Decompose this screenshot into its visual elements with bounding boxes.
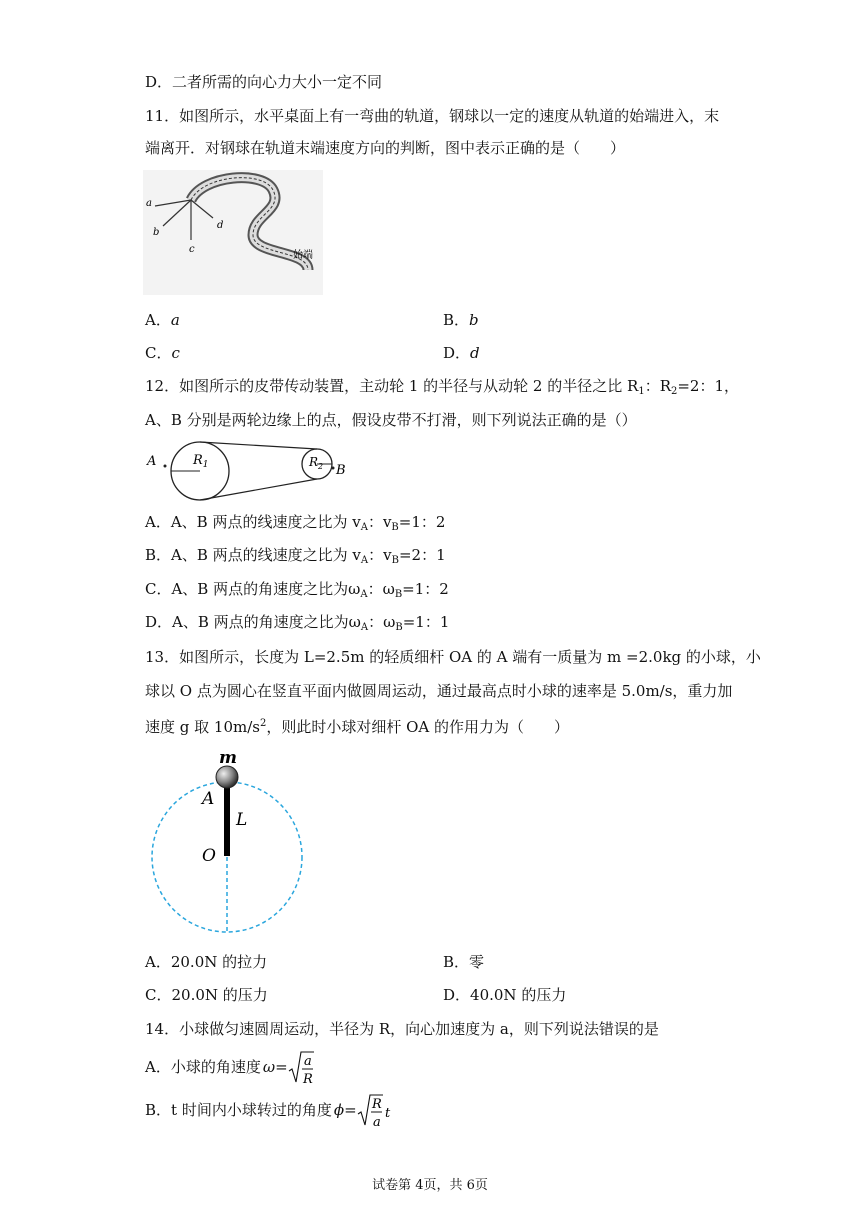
q10-option-d: D．二者所需的向心力大小一定不同 [145, 73, 383, 91]
q12-fig-label-a: A [147, 454, 157, 469]
svg-text:t: t [384, 1106, 390, 1121]
q13-stem-line3: 速度 g 取 $10m/s^2$，则此时小球对细杆 OA 的作用力为（ ） [145, 718, 570, 736]
q12-fig-label-r2: $R_2$ [309, 455, 324, 471]
q11-option-b: B．b [443, 311, 479, 329]
svg-text:R: R [371, 1097, 382, 1112]
q12-option-a: A．A、B 两点的线速度之比为 $v_A$：$v_B=1$：2 [145, 513, 446, 533]
q11-fig-label-d: d [217, 220, 224, 231]
q14-option-b: B．t 时间内小球转过的角度 ϕ= R a t [145, 1090, 393, 1130]
q11-track-figure [143, 170, 323, 295]
svg-text:a: a [372, 1115, 381, 1130]
q11-option-a: A．a [145, 311, 180, 329]
q11-option-c: C．c [145, 344, 180, 362]
q13-fig-label-o: O [202, 846, 216, 866]
q12-option-c: C．A、B 两点的角速度之比为$\omega_A$：$\omega_B=1$：2 [145, 580, 449, 600]
q12-fig-label-r1: $R_1$ [193, 453, 209, 470]
q12-fig-label-b: B [336, 463, 346, 478]
q13-fig-label-a: A [202, 789, 215, 809]
page-footer: 试卷第 4页，共 6页 [372, 1178, 488, 1193]
q12-stem-line2: A、B 分别是两轮边缘上的点，假设皮带不打滑，则下列说法正确的是（） [145, 411, 637, 429]
svg-text:a: a [303, 1054, 312, 1069]
q14-stem: 14．小球做匀速圆周运动，半径为 R，向心加速度为 a，则下列说法错误的是 [145, 1020, 659, 1038]
svg-text:R: R [302, 1072, 313, 1087]
q11-fig-label-b: b [153, 227, 160, 238]
q11-option-d: D．d [443, 344, 480, 362]
q13-stem-line2: 球以 O 点为圆心在竖直平面内做圆周运动，通过最高点时小球的速率是 5.0m/s，重力加 [145, 682, 733, 700]
q13-option-c: C．20.0N 的压力 [145, 986, 268, 1004]
q13-fig-label-l: L [236, 810, 248, 830]
q12-stem-line1: 12．如图所示的皮带传动装置，主动轮 1 的半径与从动轮 2 的半径之比 $R_1$：$R_2=2$：1， [145, 377, 740, 397]
q13-fig-label-m: m [219, 748, 237, 768]
q12-option-d: D．A、B 两点的角速度之比为$\omega_A$：$\omega_B=1$：1 [145, 613, 450, 633]
q12-option-b: B．A、B 两点的线速度之比为 $v_A$：$v_B=2$：1 [145, 546, 446, 566]
q11-stem-line1: 11．如图所示，水平桌面上有一弯曲的轨道，钢球以一定的速度从轨道的始端进入，末 [145, 107, 720, 125]
q11-fig-label-start: 始端 [293, 250, 313, 261]
q14-a-sqrt-formula [288, 1048, 314, 1088]
q12-belt-figure [143, 438, 353, 502]
q14-b-sqrt-formula [357, 1091, 393, 1131]
q11-fig-label-c: c [189, 244, 195, 255]
q13-rod-figure [143, 746, 313, 941]
q13-option-b: B．零 [443, 953, 485, 971]
q11-stem-line2: 端离开．对钢球在轨道末端速度方向的判断，图中表示正确的是（ ） [145, 139, 626, 157]
q11-fig-label-a: a [146, 198, 152, 209]
q13-stem-line1: 13．如图所示，长度为 L=2.5m 的轻质细杆 OA 的 A 端有一质量为 m =2.0kg 的小球，小 [145, 648, 761, 666]
q13-option-a: A．20.0N 的拉力 [145, 953, 268, 971]
q14-option-a: A．小球的角速度 ω= a R [145, 1047, 314, 1087]
q13-option-d: D．40.0N 的压力 [443, 986, 567, 1004]
